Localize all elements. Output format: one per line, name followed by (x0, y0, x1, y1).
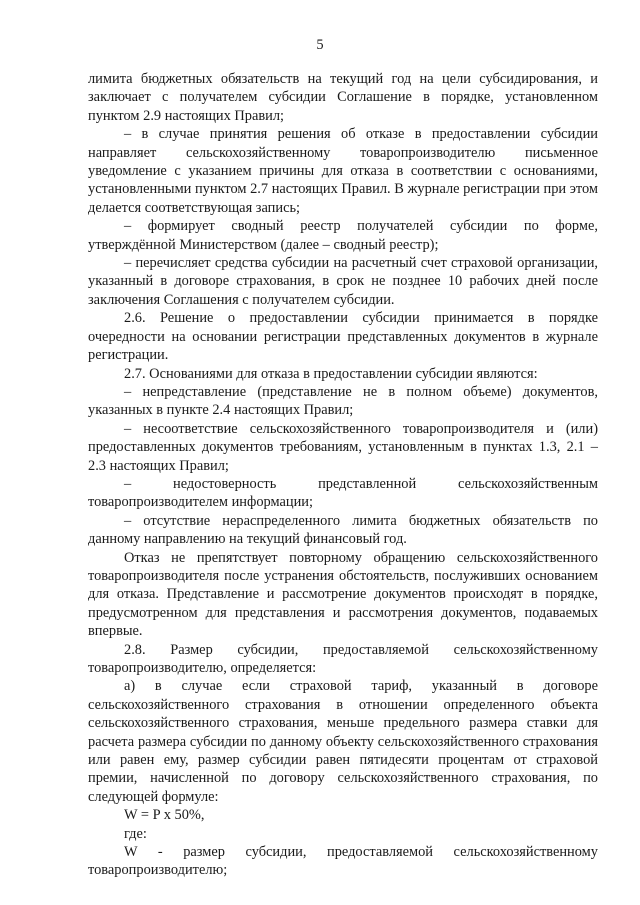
variable-definition: W - размер субсидии, предоставляемой сельскохозяйственному товаропроизводителю; (88, 844, 598, 879)
paragraph: лимита бюджетных обязательств на текущий год на цели субсидирования, и заключает с получателем субсидии Соглашение в порядке, установленном пунктом 2.9 настоящих Правил; (88, 71, 598, 124)
paragraph: – непредставление (представление не в полном объеме) документов, указанных в пункте 2.4 настоящих Правил; (88, 383, 598, 419)
paragraph: 2.7. Основаниями для отказа в предоставлении субсидии являются: (124, 365, 538, 382)
where-label: где: (124, 825, 147, 842)
page-number: 5 (316, 37, 324, 53)
paragraph: – перечисляет средства субсидии на расчетный счет страховой организации, указанный в договоре страхования, в срок не позднее 10 рабочих дней после заключения Соглашения с получателем субсидии. (88, 255, 598, 308)
paragraph: – в случае принятия решения об отказе в предоставлении субсидии направляет сельскохозяйственному товаропроизводителю письменное уведомление с указанием причины для отказа в соответствии с основаниями, установленными пунктом 2.7 настоящих Правил. В журнале регистрации при этом делается соответствующая запись; (88, 126, 598, 216)
paragraph: – формирует сводный реестр получателей субсидии по форме, утверждённой Министерством (далее – сводный реестр); (88, 218, 598, 253)
paragraph: – несоответствие сельскохозяйственного товаропроизводителя и (или) предоставленных документов требованиям, установленным в пунктах 1.3, 2.1 – 2.3 настоящих Правил; (88, 420, 598, 474)
paragraph: – недостоверность представленной сельскохозяйственным товаропроизводителем информации; (88, 475, 598, 511)
document-body (88, 70, 598, 880)
paragraph: а) в случае если страховой тариф, указанный в договоре сельскохозяйственного страхования в отношении определенного объекта сельскохозяйственного страхования, меньше предельного размера ставки для расчета размера субсидии по данному объекту сельскохозяйственного страхования или равен ему, размер субсидии равен пятидесяти процентам от страховой премии, начисленной по договору сельскохозяйственного страхования, по следующей формуле: (88, 678, 598, 805)
paragraph: 2.6. Решение о предоставлении субсидии принимается в порядке очередности на основании регистрации представленных документов в журнале регистрации. (88, 310, 598, 364)
formula: W = P x 50%, (124, 807, 205, 824)
paragraph: 2.8. Размер субсидии, предоставляемой сельскохозяйственному товаропроизводителю, определяется: (88, 641, 598, 676)
paragraph: Отказ не препятствует повторному обращению сельскохозяйственного товаропроизводителя после устранения обстоятельств, послуживших основанием для отказа. Представление и рассмотрение документов происходят в порядке, предусмотренном для представления и рассмотрения документов, подаваемых впервые. (88, 549, 598, 640)
paragraph: – отсутствие нераспределенного лимита бюджетных обязательств по данному направлению на текущий финансовый год. (88, 512, 598, 548)
